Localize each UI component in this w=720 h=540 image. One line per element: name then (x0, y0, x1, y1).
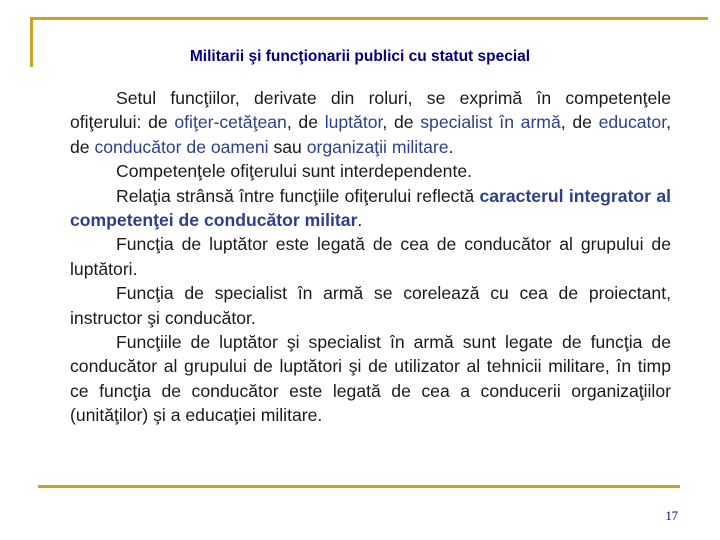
slide-title: Militarii şi funcţionarii publici cu statut special (189, 48, 531, 65)
highlight-educator: educator (598, 112, 667, 133)
text-run: Relaţia strânsă între funcţiile ofiţerului reflectă (116, 185, 480, 206)
bottom-border-rule (38, 485, 680, 488)
text-run: , de (560, 112, 599, 133)
highlight-character: caracterul (479, 185, 564, 206)
text-run: , de (286, 112, 325, 133)
page-number: 17 (665, 509, 678, 523)
paragraph-functions-linked: Funcţiile de luptător şi specialist în armă sunt legate de funcţia de conducător al grupului de luptători şi de utilizator al tehnicii militare, în timp ce funcţia de conducător este legată de cea a conducerii organizaţiilor (unităţilor) şi a educaţiei militare. (70, 332, 671, 426)
highlight-officer-citizen: ofiţer-cetăţean (174, 112, 287, 133)
highlight-specialist: specialist în armă (420, 112, 561, 133)
text-run: , de (382, 112, 421, 133)
paragraph-integrator (70, 184, 671, 233)
text-run: sau (268, 136, 307, 157)
paragraph-specialist-function: Funcţia de specialist în armă se corelează cu cea de proiectant, instructor şi conducător. (70, 283, 671, 328)
top-border-rule (30, 17, 708, 20)
text-run: . (448, 136, 454, 157)
text-run: Setul funcţiilor, derivate din roluri, se exprimă în competenţele ofiţerului: de (70, 88, 671, 133)
highlight-military-organizations: organizaţii militare (306, 136, 449, 157)
paragraph-competences (70, 86, 671, 159)
text-run: , de (70, 112, 671, 157)
text-run: . (357, 210, 363, 231)
paragraph-fighter-function: Funcţia de luptător este legată de cea de conducător al grupului de luptători. (70, 234, 671, 279)
paragraph-interdependent: Competenţele ofiţerului sunt interdependente. (116, 161, 473, 182)
highlight-fighter: luptător (324, 112, 383, 133)
highlight-integrator-competence: integrator al competenţei de conducător militar (70, 185, 672, 231)
slide-body (70, 86, 671, 428)
highlight-leader-of-people: conducător de oameni (94, 136, 269, 157)
